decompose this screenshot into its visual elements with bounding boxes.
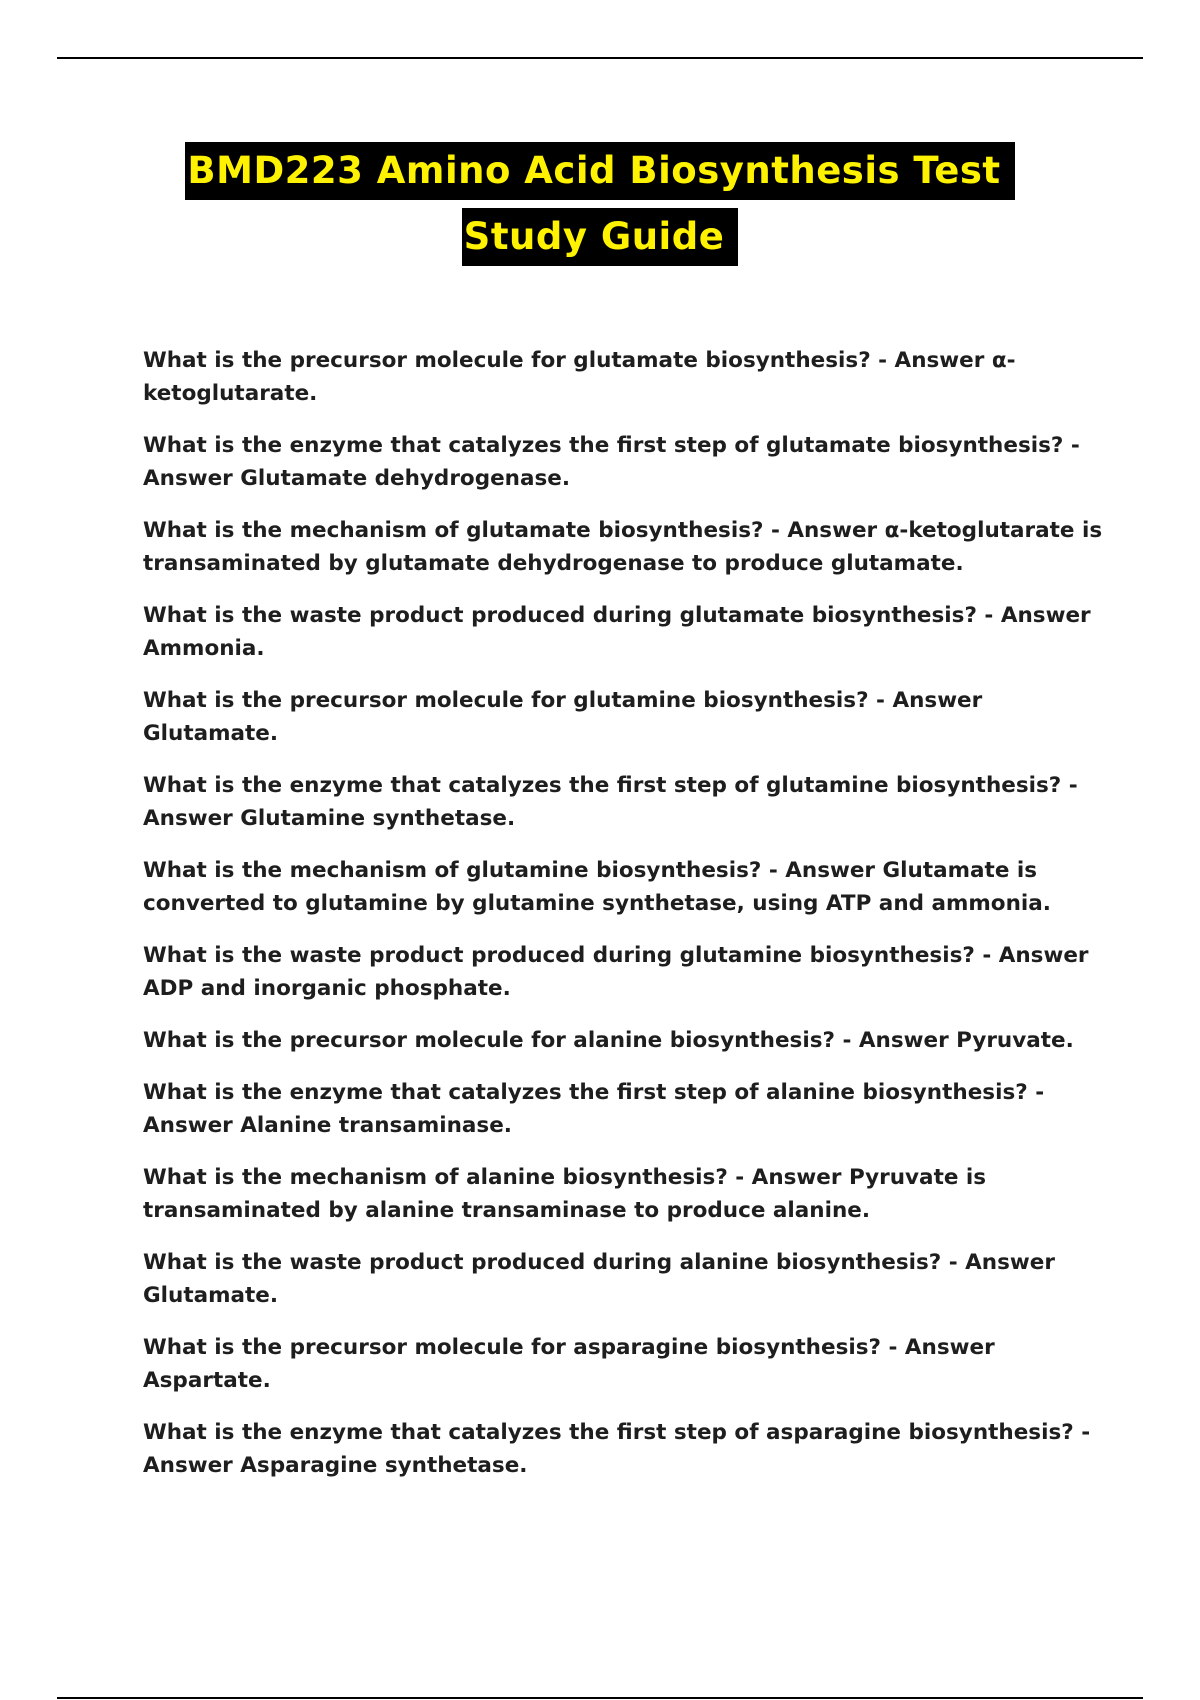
qa-item: What is the mechanism of glutamate biosynthesis? - Answer α-ketoglutarate is transaminated by glutamate dehydrogenase to produce glutamate. xyxy=(143,518,1103,576)
top-divider xyxy=(57,57,1143,59)
qa-item: What is the mechanism of alanine biosynthesis? - Answer Pyruvate is transaminated by alanine transaminase to produce alanine. xyxy=(143,1165,987,1223)
qa-item: What is the enzyme that catalyzes the first step of asparagine biosynthesis? - Answer Asparagine synthetase. xyxy=(143,1420,1091,1478)
qa-list xyxy=(143,344,1103,1501)
qa-item: What is the precursor molecule for glutamine biosynthesis? - Answer Glutamate. xyxy=(143,688,983,746)
qa-item: What is the precursor molecule for asparagine biosynthesis? - Answer Aspartate. xyxy=(143,1335,995,1393)
qa-item: What is the mechanism of glutamine biosynthesis? - Answer Glutamate is converted to glutamine by glutamine synthetase, using ATP and ammonia. xyxy=(143,858,1051,916)
qa-item: What is the enzyme that catalyzes the first step of glutamate biosynthesis? - Answer Glutamate dehydrogenase. xyxy=(143,433,1080,491)
qa-item: What is the precursor molecule for glutamate biosynthesis? - Answer α-ketoglutarate. xyxy=(143,348,1016,406)
bottom-divider xyxy=(57,1697,1143,1699)
title-line-2: Study Guide xyxy=(462,208,739,266)
qa-item: What is the enzyme that catalyzes the first step of glutamine biosynthesis? - Answer Glutamine synthetase. xyxy=(143,773,1078,831)
qa-item: What is the waste product produced during alanine biosynthesis? - Answer Glutamate. xyxy=(143,1250,1055,1308)
qa-item: What is the enzyme that catalyzes the first step of alanine biosynthesis? - Answer Alanine transaminase. xyxy=(143,1080,1045,1138)
document-title xyxy=(0,142,1200,274)
qa-item: What is the waste product produced during glutamine biosynthesis? - Answer ADP and inorganic phosphate. xyxy=(143,943,1089,1001)
qa-item: What is the precursor molecule for alanine biosynthesis? - Answer Pyruvate. xyxy=(143,1028,1074,1053)
qa-item: What is the waste product produced during glutamate biosynthesis? - Answer Ammonia. xyxy=(143,603,1091,661)
title-line-1: BMD223 Amino Acid Biosynthesis Test xyxy=(185,142,1014,200)
